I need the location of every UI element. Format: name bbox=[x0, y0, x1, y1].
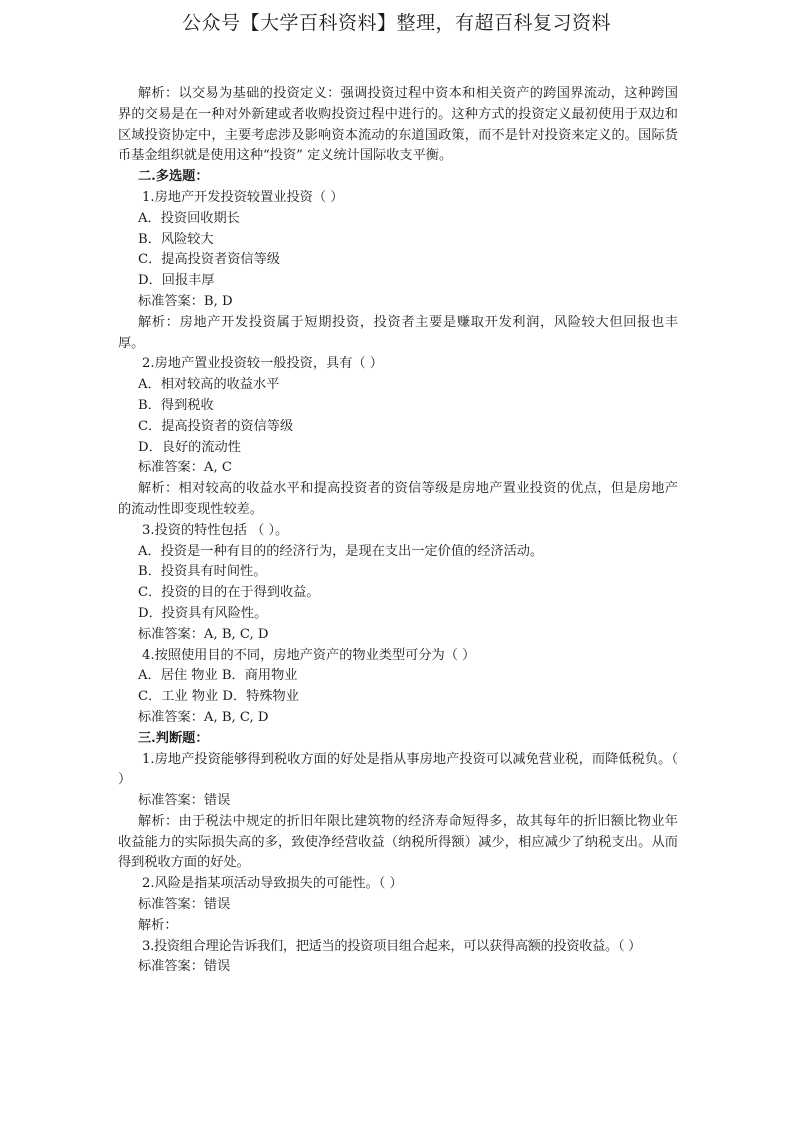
document-body bbox=[118, 84, 678, 978]
question-text: 1.房地产投资能够得到税收方面的好处是指从事房地产投资可以减免营业税，而降低税负。（ ） bbox=[118, 751, 678, 788]
option: B．投资具有时间性。 bbox=[138, 564, 267, 580]
question-block bbox=[118, 750, 678, 875]
intro-explanation: 解析：以交易为基础的投资定义：强调投资过程中资本和相关资产的跨国界流动，这种跨国界的交易是在一种对外新建或者收购投资过程中进行的。这种方式的投资定义最初使用于双边和区域投资协定中，主要考虑涉及影响资本流动的东道国政策，而不是针对投资来定义的。国际货币基金组织就是使用这种“投资” 定义统计国际收支平衡。 bbox=[118, 86, 678, 164]
standard-answer: 标准答案：B, D bbox=[138, 293, 233, 309]
option: C．提高投资者资信等级 bbox=[138, 252, 280, 268]
question-block bbox=[118, 354, 678, 520]
question-block bbox=[118, 188, 678, 354]
standard-answer: 标准答案：错误 bbox=[138, 959, 231, 975]
question-text: 4.按照使用目的不同，房地产资产的物业类型可分为（ ） bbox=[142, 647, 476, 663]
option: C．投资的目的在于得到收益。 bbox=[138, 585, 320, 601]
standard-answer: 标准答案：A, B, C, D bbox=[138, 626, 269, 642]
option: D．回报丰厚 bbox=[138, 273, 215, 289]
explanation: 解析：房地产开发投资属于短期投资，投资者主要是赚取开发利润，风险较大但回报也丰厚。 bbox=[118, 314, 678, 351]
question-text: 3.投资组合理论告诉我们，把适当的投资项目组合起来，可以获得高额的投资收益。（ ） bbox=[142, 938, 641, 954]
page-header: 公众号【大学百科资料】整理，有超百科复习资料 bbox=[181, 12, 611, 34]
question-text: 2.房地产置业投资较一般投资，具有（ ） bbox=[142, 356, 383, 372]
question-block bbox=[118, 937, 678, 979]
question-block bbox=[118, 521, 678, 646]
option: B．得到税收 bbox=[138, 397, 214, 413]
standard-answer: 标准答案：错误 bbox=[138, 897, 231, 913]
standard-answer: 标准答案：错误 bbox=[138, 793, 231, 809]
question-block bbox=[118, 646, 678, 729]
option: C．提高投资者的资信等级 bbox=[138, 418, 294, 434]
section-multiple-choice-heading: 二.多选题： bbox=[138, 169, 209, 185]
question-block bbox=[118, 874, 678, 936]
option: B．风险较大 bbox=[138, 231, 214, 247]
option: C．工业 物业 D．特殊物业 bbox=[138, 689, 299, 705]
option: A．投资回收期长 bbox=[138, 210, 240, 226]
explanation: 解析：由于税法中规定的折旧年限比建筑物的经济寿命短得多，故其每年的折旧额比物业年收益能力的实际损失高的多，致使净经营收益（纳税所得额）减少，相应减少了纳税支出。从而得到税收方面的好处。 bbox=[118, 813, 678, 871]
section-true-false-heading: 三.判断题： bbox=[138, 730, 209, 746]
option: D．投资具有风险性。 bbox=[138, 605, 268, 621]
question-text: 2.风险是指某项活动导致损失的可能性。（ ） bbox=[142, 876, 403, 892]
question-text: 1.房地产开发投资较置业投资（ ） bbox=[142, 189, 344, 205]
option: D．良好的流动性 bbox=[138, 439, 241, 455]
explanation: 解析：相对较高的收益水平和提高投资者的资信等级是房地产置业投资的优点，但是房地产的流动性即变现性较差。 bbox=[118, 481, 678, 517]
standard-answer: 标准答案：A, C bbox=[138, 460, 232, 476]
question-text: 3.投资的特性包括 （ ）。 bbox=[142, 522, 289, 538]
option: A．投资是一种有目的的经济行为，是现在支出一定价值的经济活动。 bbox=[138, 543, 544, 559]
standard-answer: 标准答案：A, B, C, D bbox=[138, 709, 269, 725]
option: A．居住 物业 B．商用物业 bbox=[138, 668, 298, 684]
explanation: 解析： bbox=[138, 917, 178, 933]
option: A．相对较高的收益水平 bbox=[138, 377, 280, 393]
